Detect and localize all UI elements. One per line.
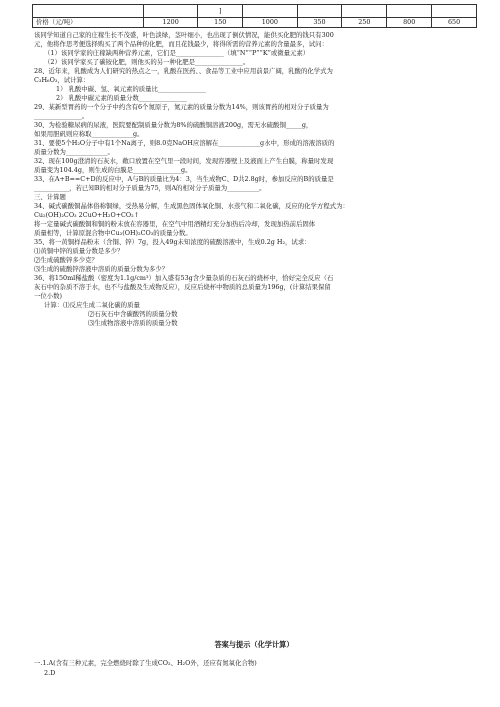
- table-cell: [243, 5, 297, 18]
- text-line: ___________，若已知B的相对分子质量为75，则A的相对分子质量为__________。: [34, 184, 266, 192]
- table-row: [33, 18, 477, 28]
- sub-question: ⑶生成的硫酸锌溶液中溶质的质量分数为多少？: [34, 265, 169, 273]
- price-cell: 350: [297, 18, 342, 28]
- price-label: 价格（元/吨）: [33, 18, 144, 28]
- price-cell: 1200: [143, 18, 197, 28]
- sub-question: 计算：⑴反应生成二氧化碳的质量: [44, 301, 140, 309]
- question-33: 33、在A+B==C+D的反应中，A与B的质量比为4：3，当生成物C、D共2.8g时，参加反应的B的质量是: [34, 175, 334, 183]
- answer-section: [34, 640, 474, 678]
- text-line: 元，他将作思考便选择购买了两个品种的化肥，而且花钱最少，将得所需的营养元素的含量最多，试问：: [34, 40, 328, 48]
- chemical-equation: Cu₂(OH)₂CO₃ 2CuO+H₂O+CO₂↑: [34, 211, 140, 219]
- sub-question: ⑴黄铜中锌的质量分数是多少？: [34, 247, 124, 255]
- text-line: 将一定量碱式碳酸铜和铜的粉末放在容器里，在空气中用酒精灯充分加热后冷却，发现加热前后固体: [34, 220, 316, 228]
- sub-question: ⑵生成硫酸锌多少克？: [34, 256, 98, 264]
- answer-line: 一.1.A(含有三种元素，完全燃烧时除了生成CO₂、H₂O外，还应有氮氧化合物): [34, 659, 257, 667]
- text-line: 如果用胆矾则应称取_____________g。: [34, 130, 144, 138]
- question-29: 29、某新型胃药的一个分子中约含有6个氮原子，氮元素的质量分数为14%，则该胃药的相对分子质量为: [34, 103, 329, 111]
- text-line: 2） 乳酸中碳元素的质量分数_______________: [56, 94, 187, 102]
- section-heading: 三、计算题: [34, 193, 66, 201]
- question-34: 34、碱式碳酸铜晶体俗称铜绿，受热易分解，生成黑色固体氧化铜、水蒸气和二氧化碳，反应的化学方程式为：: [34, 202, 349, 210]
- answer-title: 答案与提示（化学计算）: [214, 640, 294, 649]
- table-row: [33, 5, 477, 18]
- text-line: 质量分数为_____________。: [34, 148, 114, 156]
- sub-question: ⑶生成物溶液中溶质的质量分数: [88, 319, 178, 327]
- text-line: 一位小数): [34, 292, 63, 300]
- price-cell: 150: [198, 18, 243, 28]
- question-31: 31、要使5个H₂O分子中有1个Na离子，则8.0克NaOH应溶解在_____________g水中，形成的溶液溶质的: [34, 139, 335, 147]
- question-36: 36、将150ml稀盐酸（密度为1.1g/cm³）加入盛有53g含少量杂质的石灰石的烧杯中，恰好完全反应（石: [34, 274, 334, 282]
- price-cell: 800: [387, 18, 432, 28]
- text-line: （2）该同学家买了碳铵化肥，则他买的另一种化肥是_______________。: [44, 58, 250, 66]
- table-cell: [143, 5, 197, 18]
- text-line: 灰石中的杂质不溶于水，也不与盐酸及生成物反应），反应后烧杯中物质的总质量为196g，(计算结果保留: [34, 283, 331, 291]
- table-cell: [33, 5, 144, 18]
- table-cell: ]: [198, 5, 243, 18]
- fertilizer-price-table: [32, 4, 477, 28]
- text-line: 质量变为104.4g，则生成的白膜是_______________g。: [34, 166, 192, 174]
- table-cell: [387, 5, 432, 18]
- table-cell: [432, 5, 477, 18]
- question-35: 35、将一黄铜样品粉末（含铜、锌）7g，投入49g未知浓度的硫酸溶液中，生成0.2g H₂，试求：: [34, 238, 311, 246]
- question-28: 28、近年来，乳酸成为人们研究的热点之一，乳酸在医药、、食品等工业中应用前景广阔，乳酸的化学式为: [34, 67, 333, 75]
- answer-line: 2.D: [44, 669, 56, 677]
- table-cell: [297, 5, 342, 18]
- question-32: 32、现在100g澄清的石灰水，敞口放置在空气里一段时间，发现容器壁上及液面上产生白膜，称量时发现: [34, 157, 334, 165]
- sub-question: ⑵石灰石中含碳酸钙的质量分数: [88, 310, 178, 318]
- text-line: （1）该同学家的庄稼缺两种营养元素，它们是_______________（填“N”“P”“K”或微量元素）: [44, 49, 310, 57]
- price-cell: 1000: [243, 18, 297, 28]
- text-line: 质量相等，计算原混合物中Cu₂(OH)₂CO₃的质量分数。: [34, 229, 192, 237]
- text-line: C₃H₆O₃，试计算：: [34, 76, 90, 84]
- price-cell: 650: [432, 18, 477, 28]
- text-line: 该同学知道自己家的庄稼生长不茂盛，叶色淡绿，茎叶细小，也出现了倒伏情况，能供买化肥的钱只有300: [34, 31, 334, 39]
- price-cell: 250: [342, 18, 387, 28]
- text-line: 1） 乳酸中碳、氢、氧元素的质量比_______________: [56, 85, 206, 93]
- question-30: 30、为检验糖尿病的尿液，医院要配制质量分数为8%的硫酸铜溶液200g，需无水硫酸铜_____g，: [34, 121, 313, 129]
- table-cell: [342, 5, 387, 18]
- question-section: [34, 4, 474, 328]
- text-line: _______________。: [34, 112, 89, 120]
